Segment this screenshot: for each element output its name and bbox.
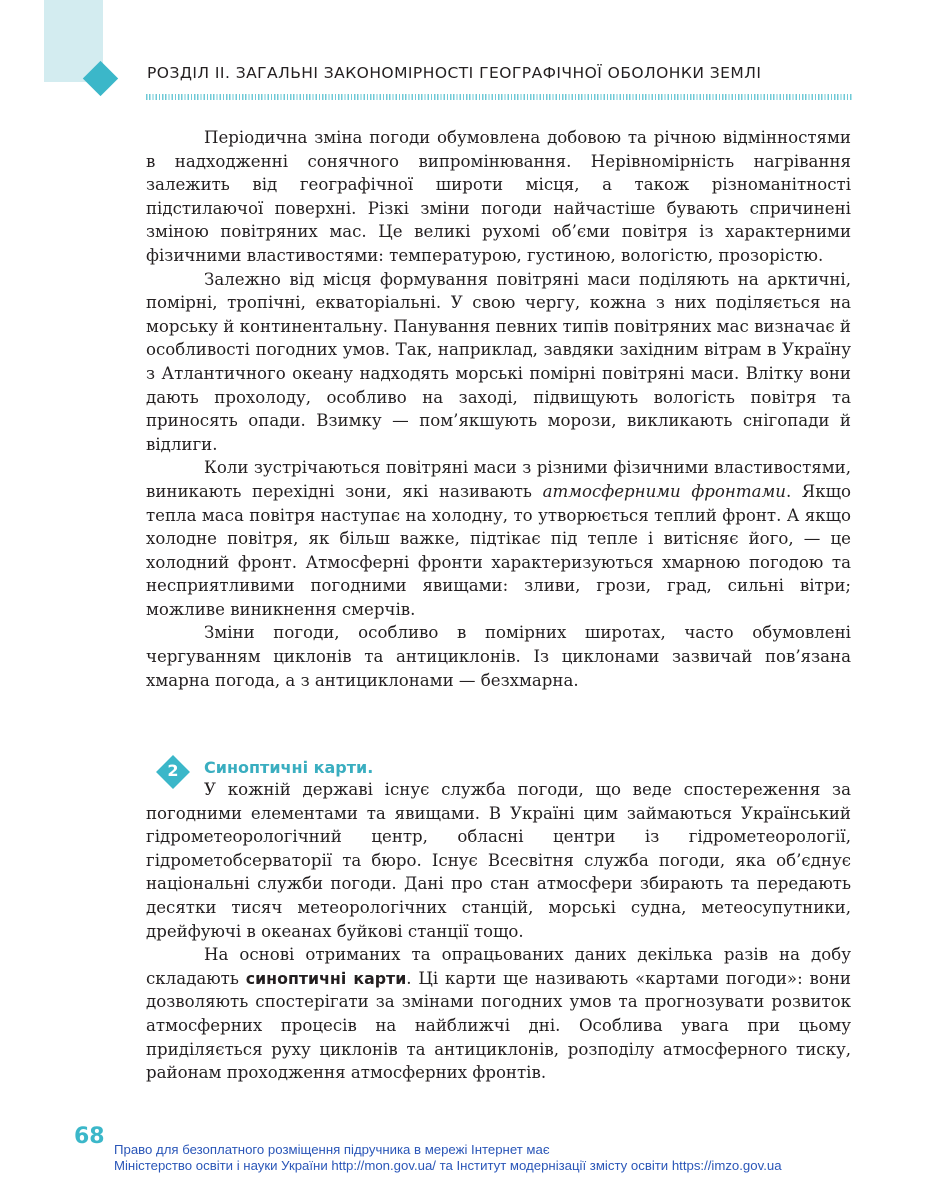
section-number: 2 bbox=[167, 761, 179, 780]
paragraph: Періодична зміна погоди обумовлена добовою та річною відмінностями в надходженні сонячного випромінювання. Нерівномірність нагрівання залежить від географічної широти місця, а також різноманітності підстилаючої поверхні. Різкі зміни погоди найчастіше бувають спричинені зміною повітряних мас. Це великі рухомі об’єми повітря із характерними фізичними властивостями: температурою, густиною, вологістю, прозорістю. bbox=[146, 128, 851, 265]
footer-license-text: Право для безоплатного розміщення підручника в мережі Інтернет має bbox=[114, 1142, 550, 1157]
text-block-1 bbox=[146, 126, 851, 692]
paragraph-text: . Ці карти ще називають «картами погоди»: вони дозволяють спостерігати за змінами погодних умов та прогнозувати розвиток атмосферних процесів на найближчі дні. Особлива увага при цьому приділяється руху циклонів та антициклонів, розподілу атмосферного тиску, районам проходження атмосферних фронтів. bbox=[146, 968, 851, 1083]
paragraph bbox=[146, 943, 851, 1085]
term-atmospheric-fronts: атмосферними фронтами bbox=[542, 481, 786, 501]
dotted-divider bbox=[146, 94, 852, 100]
footer-license-links: Міністерство освіти і науки України http://mon.gov.ua/ та Інститут модернізації змісту освіти https://imzo.gov.ua bbox=[114, 1158, 782, 1173]
paragraph-text: Коли зустрічаються повітряні маси з різними фізичними властивостями, виникають перехідні зони, які називають bbox=[146, 458, 851, 501]
paragraph: Зміни погоди, особливо в помірних широтах, часто обумовлені чергуванням циклонів та антициклонів. Із циклонами зазвичай пов’язана хмарна погода, а з антициклонами — безхмарна. bbox=[146, 623, 851, 690]
term-synoptic-maps: синоптичні карти bbox=[245, 968, 407, 988]
paragraph: Залежно від місця формування повітряні маси поділяють на арктичні, помірні, тропічні, екваторіальні. У свою чергу, кожна з них поділяється на морську й континентальну. Панування певних типів повітряних мас визначає й особливості погодних умов. Так, наприклад, завдяки західним вітрам в Україну з Атлантичного океану надходять морські помірні повітряні маси. Влітку вони дають прохолоду, особливо на заході, підвищують вологість повітря та приносять опади. Взимку — пом’якшують морози, викликають снігопади й відлиги. bbox=[146, 269, 851, 454]
paragraph-text: . Якщо тепла маса повітря наступає на холодну, то утворюється теплий фронт. А якщо холодне повітря, як більш важке, підтікає під тепле і витісняє його, — це холодний фронт. Атмосферні фронти характеризуються хмарною погодою та несприятливими погодними явищами: зливи, грози, град, сильні вітри; можливе виникнення смерчів. bbox=[146, 481, 852, 619]
chapter-title: РОЗДІЛ II. ЗАГАЛЬНІ ЗАКОНОМІРНОСТІ ГЕОГРАФІЧНОЇ ОБОЛОНКИ ЗЕМЛІ bbox=[147, 64, 762, 82]
page-number: 68 bbox=[74, 1124, 105, 1149]
section-heading: Синоптичні карти. bbox=[204, 758, 374, 777]
paragraph: У кожній державі існує служба погоди, що веде спостереження за погодними елементами та явищами. В Україні цим займаються Український гідрометеорологічний центр, обласні центри із гідрометеорології, гідрометобсерваторії та бюро. Існує Всесвітня служба погоди, яка об’єднує національні служби погоди. Дані про стан атмосфери збирають та передають десятки тисяч метеорологічних станцій, морські судна, метеосупутники, дрейфуючі в океанах буйкові станції тощо. bbox=[146, 780, 851, 941]
paragraph-text: На основі отриманих та опрацьованих даних декілька разів на добу складають bbox=[146, 945, 851, 988]
paragraph bbox=[146, 456, 851, 621]
text-block-2 bbox=[146, 778, 851, 1085]
